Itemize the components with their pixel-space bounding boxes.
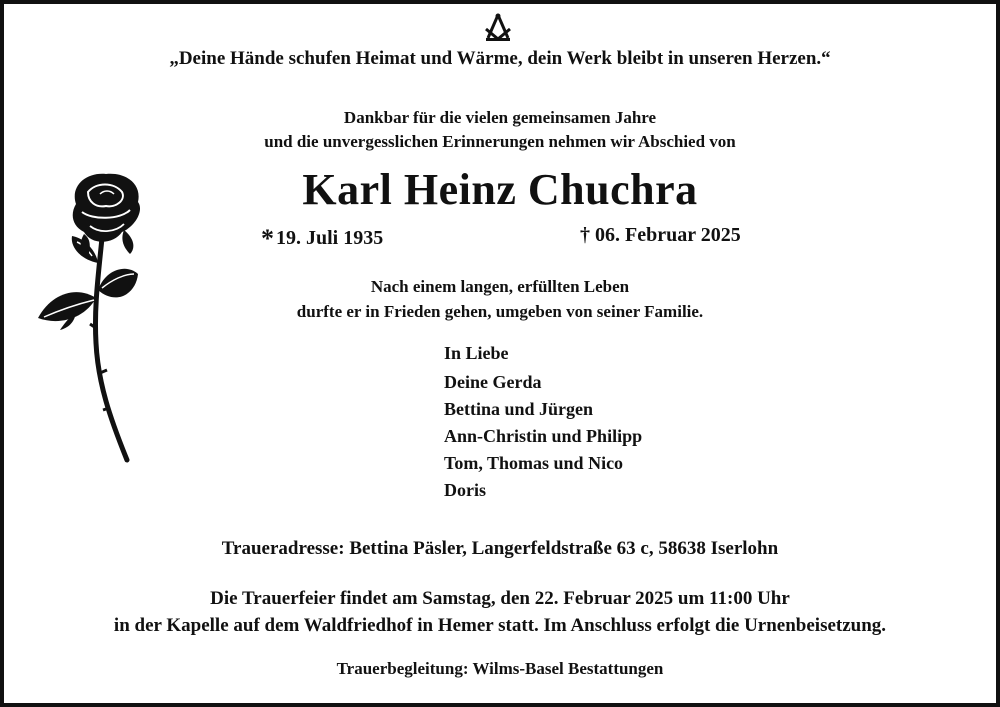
family-member: Deine Gerda	[444, 372, 542, 392]
life-line-1: Nach einem langen, erfüllten Leben	[370, 277, 630, 296]
memorial-quote: „Deine Hände schufen Heimat und Wärme, dein Werk bleibt in unseren Herzen.“	[169, 48, 831, 69]
family-list	[444, 340, 642, 504]
ceremony-info	[0, 585, 1000, 639]
ceremony-line-2: in der Kapelle auf dem Waldfriedhof in Hemer statt. Im Anschluss erfolgt die Urnenbeisetzung.	[113, 615, 887, 636]
ceremony-line-1: Die Trauerfeier findet am Samstag, den 22. Februar 2025 um 11:00 Uhr	[210, 588, 790, 609]
family-member: Bettina und Jürgen	[444, 399, 594, 419]
death-date	[580, 224, 741, 247]
birth-date-text: 19. Juli 1935	[276, 227, 384, 249]
family-member: Doris	[444, 480, 486, 500]
family-member: Tom, Thomas und Nico	[444, 453, 624, 473]
family-heading: In Liebe	[444, 343, 509, 363]
family-member: Ann-Christin und Philipp	[444, 426, 643, 446]
mourning-address: Traueradresse: Bettina Päsler, Langerfeldstraße 63 c, 58638 Iserlohn	[221, 538, 779, 559]
death-symbol: †	[580, 224, 590, 246]
deceased-name: Karl Heinz Chuchra	[302, 165, 698, 214]
rose-icon	[30, 168, 160, 468]
intro-text	[0, 106, 1000, 154]
birth-symbol: *	[261, 224, 274, 253]
death-date-text: 06. Februar 2025	[595, 224, 741, 246]
intro-line-1: Dankbar für die vielen gemeinsamen Jahre	[343, 108, 657, 127]
intro-line-2: und die unvergesslichen Erinnerungen nehmen wir Abschied von	[264, 132, 736, 151]
masonic-square-compass-icon	[483, 12, 513, 42]
undertaker-info: Trauerbegleitung: Wilms-Basel Bestattungen	[336, 659, 664, 678]
life-line-2: durfte er in Frieden gehen, umgeben von seiner Familie.	[296, 302, 704, 321]
birth-date	[261, 224, 383, 254]
